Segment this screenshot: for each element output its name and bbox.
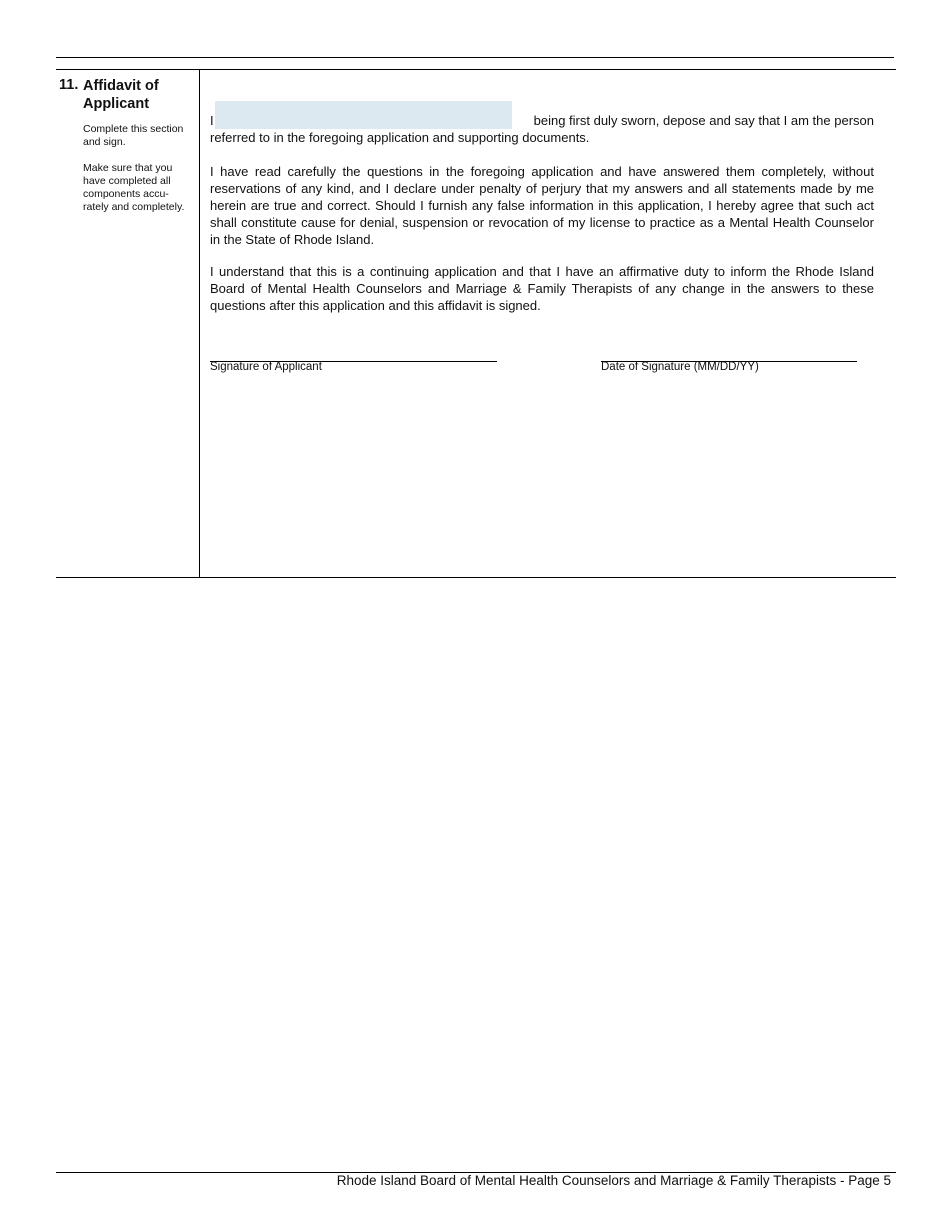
affidavit-prefix: I: [210, 113, 214, 128]
applicant-signature-label: Signature of Applicant: [210, 361, 322, 373]
section-top-rule: [56, 69, 896, 70]
section-instruction: Complete this section and sign.: [83, 123, 184, 148]
applicant-name-field[interactable]: [215, 101, 512, 129]
affidavit-intro-text: being first duly sworn, depose and say that I am the person: [533, 113, 874, 128]
column-divider: [199, 69, 200, 578]
affidavit-paragraph-continuing-duty: I understand that this is a continuing application and that I have an affirmative duty to inform the Rhode Island Board of Mental Health Counselors and Marriage & Family Therapists of any change in the answers to these questions after this application and this affidavit is signed.: [210, 264, 874, 313]
signature-date-label: Date of Signature (MM/DD/YY): [601, 361, 759, 373]
affidavit-intro-continuation: referred to in the foregoing application and supporting documents.: [210, 130, 590, 145]
top-rule: [56, 57, 894, 58]
section-title: Affidavit of Applicant: [83, 78, 159, 112]
affidavit-paragraph-truthfulness: I have read carefully the questions in the foregoing application and have answered them completely, without reservations of any kind, and I declare under penalty of perjury that my answers and all statements made by me herein are true and correct. Should I furnish any false information in this application, I hereby agree that such act shall constitute cause for denial, suspension or revocation of my license to practice as a Mental Health Counselor in the State of Rhode Island.: [210, 164, 874, 247]
section-bottom-rule: [56, 577, 896, 578]
page-footer: Rhode Island Board of Mental Health Counselors and Marriage & Family Therapists - Page 5: [336, 1173, 891, 1188]
section-instruction: Make sure that you have completed all components accu-rately and completely.: [83, 162, 185, 213]
section-number: 11.: [59, 77, 79, 93]
